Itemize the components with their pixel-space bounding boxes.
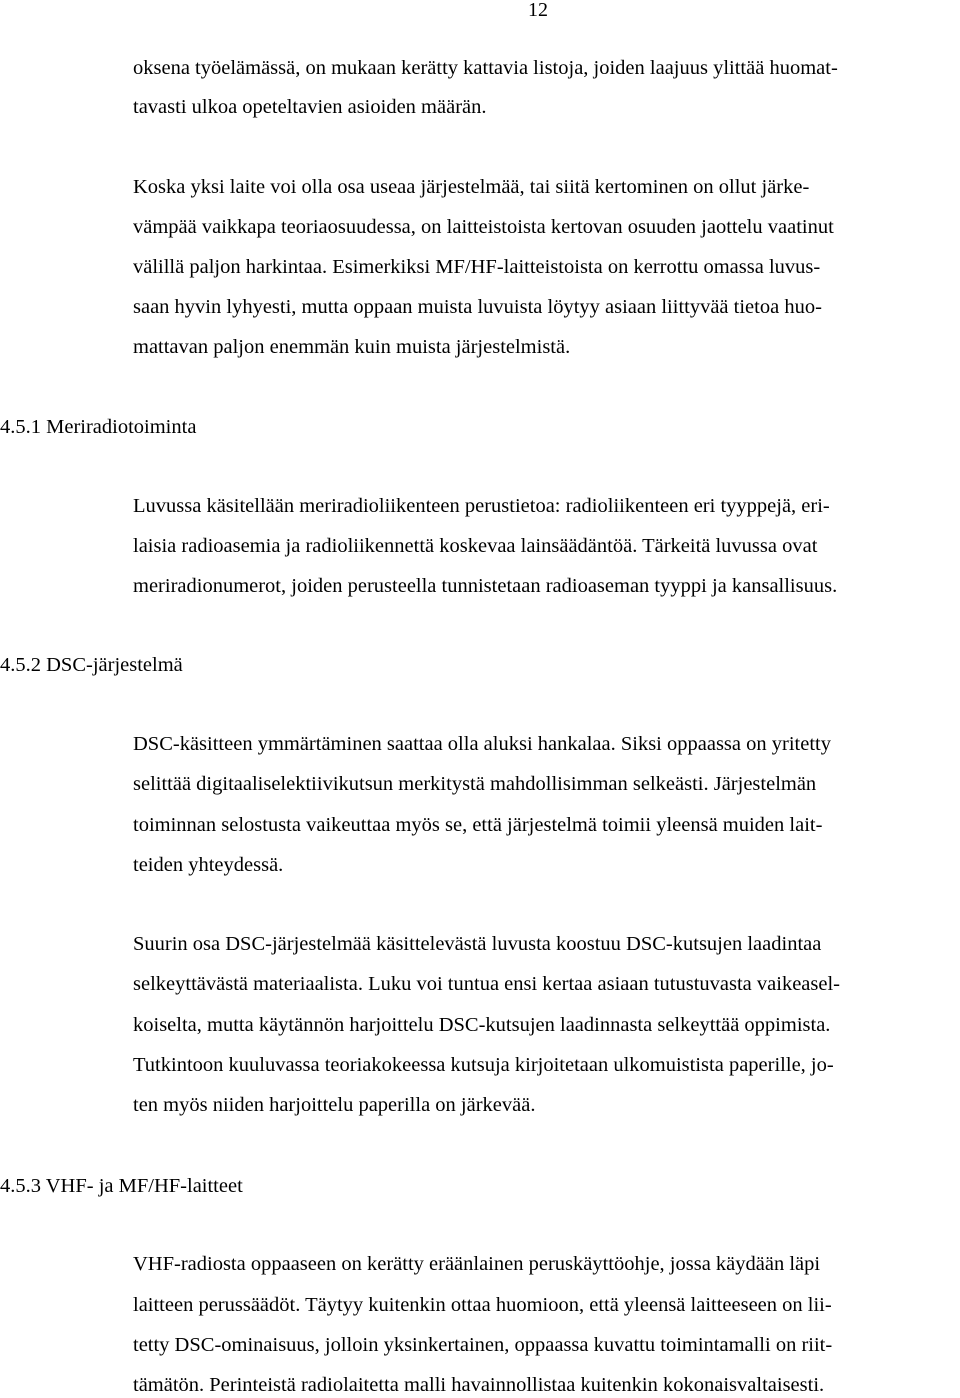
text-line: Tutkintoon kuuluvassa teoriakokeessa kutsuja kirjoitetaan ulkomuistista paperille, jo- <box>133 1054 834 1076</box>
text-line: ten myös niiden harjoittelu paperilla on järkevää. <box>133 1094 536 1116</box>
section-heading: 4.5.2 DSC-järjestelmä <box>0 654 183 676</box>
text-line: laisia radioasemia ja radioliikennettä koskevaa lainsäädäntöä. Tärkeitä luvussa ovat <box>133 535 818 557</box>
text-line: DSC-käsitteen ymmärtäminen saattaa olla aluksi hankalaa. Siksi oppaassa on yritetty <box>133 733 831 755</box>
page-number: 12 <box>528 0 548 21</box>
text-line: teiden yhteydessä. <box>133 854 284 876</box>
section-heading: 4.5.1 Meriradiotoiminta <box>0 416 197 438</box>
text-line: VHF-radiosta oppaaseen on kerätty eräänlainen peruskäyttöohje, jossa käydään läpi <box>133 1253 821 1275</box>
section-heading: 4.5.3 VHF- ja MF/HF-laitteet <box>0 1175 243 1197</box>
text-line: Koska yksi laite voi olla osa useaa järjestelmää, tai siitä kertominen on ollut järke- <box>133 176 810 198</box>
text-line: laitteen perussäädöt. Täytyy kuitenkin ottaa huomioon, että yleensä laitteeseen on lii- <box>133 1294 832 1316</box>
text-line: Suurin osa DSC-järjestelmää käsittelevästä luvusta koostuu DSC-kutsujen laadintaa <box>133 933 822 955</box>
text-line: oksena työelämässä, on mukaan kerätty kattavia listoja, joiden laajuus ylittää huomat- <box>133 57 838 79</box>
text-line: selkeyttävästä materiaalista. Luku voi tuntua ensi kertaa asiaan tutustuvasta vaikeasel- <box>133 973 840 995</box>
text-line: tetty DSC-ominaisuus, jolloin yksinkertainen, oppaassa kuvattu toimintamalli on riit- <box>133 1334 833 1356</box>
text-line: saan hyvin lyhyesti, mutta oppaan muista luvuista löytyy asiaan liittyvää tietoa huo- <box>133 296 822 318</box>
text-line: välillä paljon harkintaa. Esimerkiksi MF/HF-laitteistoista on kerrottu omassa luvus- <box>133 256 821 278</box>
text-line: Luvussa käsitellään meriradioliikenteen perustietoa: radioliikenteen eri tyyppejä, eri- <box>133 495 830 517</box>
text-line: vämpää vaikkapa teoriaosuudessa, on laitteistoista kertovan osuuden jaottelu vaatinut <box>133 216 834 238</box>
text-line: mattavan paljon enemmän kuin muista järjestelmistä. <box>133 336 571 358</box>
text-line: koiselta, mutta käytännön harjoittelu DSC-kutsujen laadinnasta selkeyttää oppimista. <box>133 1014 831 1036</box>
text-line: meriradionumerot, joiden perusteella tunnistetaan radioaseman tyyppi ja kansallisuus. <box>133 575 838 597</box>
text-line: selittää digitaaliselektiivikutsun merkitystä mahdollisimman selkeästi. Järjestelmän <box>133 773 817 795</box>
text-line: toiminnan selostusta vaikeuttaa myös se, että järjestelmä toimii yleensä muiden lait- <box>133 814 823 836</box>
text-line: tavasti ulkoa opeteltavien asioiden määrän. <box>133 96 487 118</box>
text-line: tämätön. Perinteistä radiolaitetta malli havainnollistaa kuitenkin kokonaisvaltaisesti. <box>133 1374 825 1396</box>
